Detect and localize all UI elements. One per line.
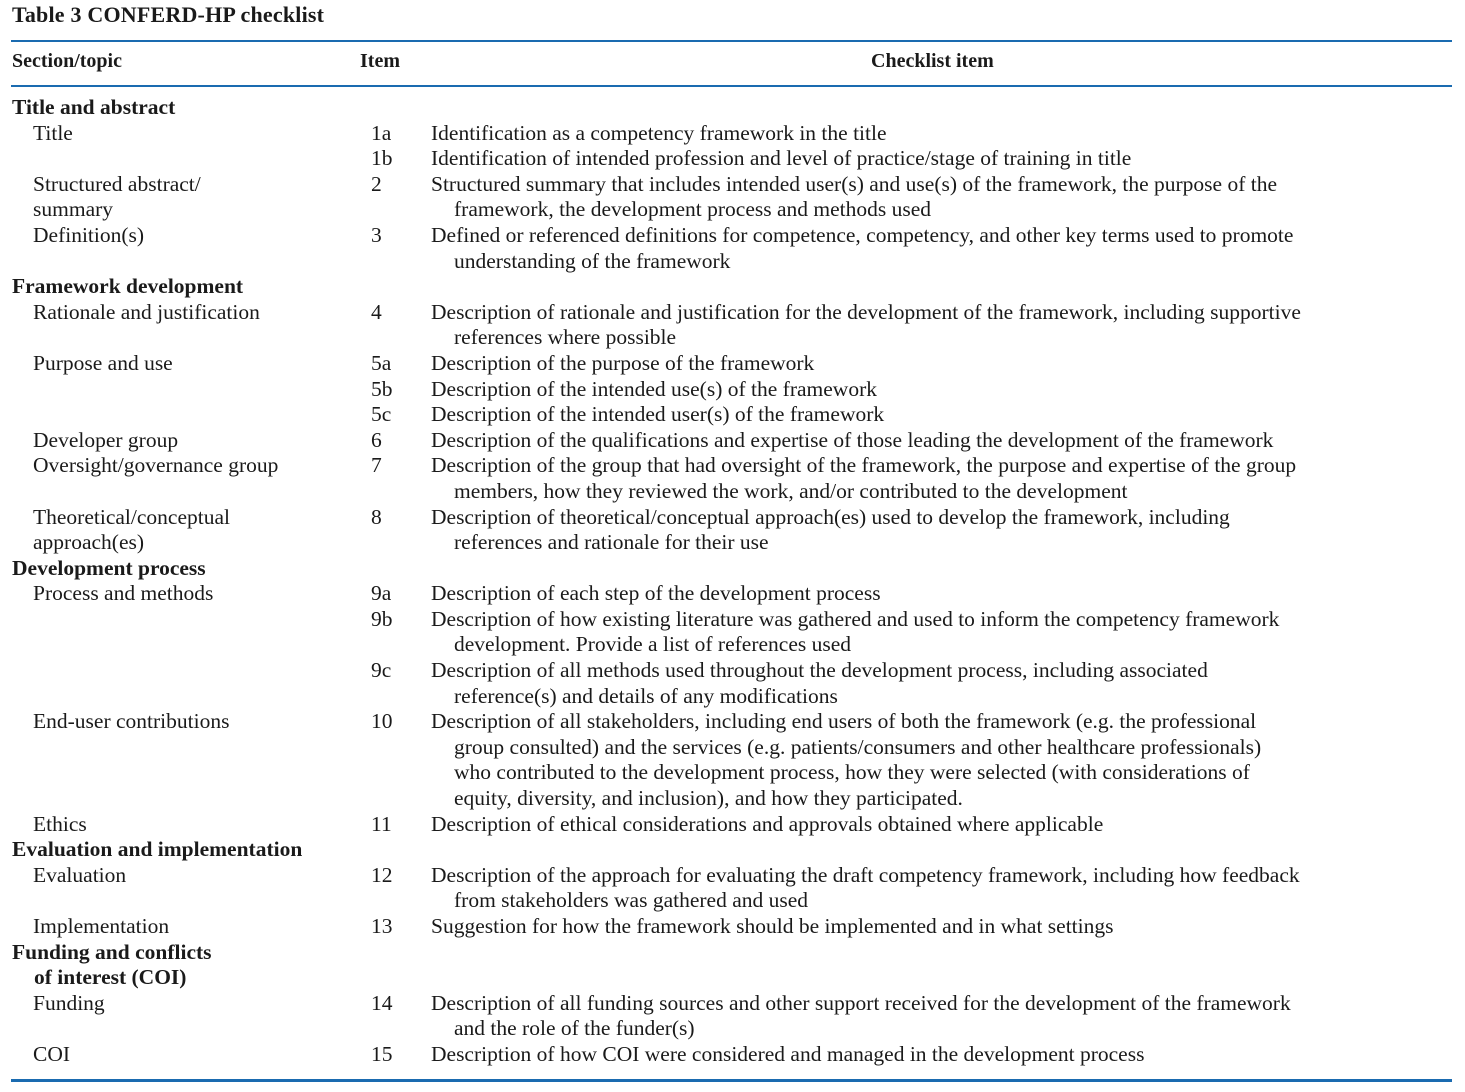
checklist-text-line <box>431 607 1279 633</box>
checklist-text-line <box>431 530 1230 556</box>
checklist-text-line <box>431 1042 1144 1068</box>
items-cell <box>358 1042 1465 1068</box>
checklist-text <box>431 453 1296 504</box>
checklist-item <box>358 300 1465 351</box>
topic-cell <box>0 914 358 940</box>
checklist-item <box>358 172 1465 223</box>
checklist-text-line <box>431 351 814 377</box>
items-cell <box>358 581 1465 709</box>
checklist-text-segment: Identification as a competency framework in the title <box>431 120 887 145</box>
checklist-text-line <box>431 735 1261 761</box>
checklist-text-segment: development. Provide a list of references used <box>454 632 852 657</box>
checklist-text-segment: members, how they reviewed the work, and/or contributed to the development <box>454 478 1128 503</box>
checklist-text-segment: Description of the purpose of the framework <box>431 350 815 375</box>
checklist-text-line <box>431 249 1293 275</box>
checklist-item <box>358 863 1465 914</box>
checklist-text-line <box>431 505 1230 531</box>
table-section <box>0 95 1465 274</box>
checklist-text-segment: Description of the approach for evaluating the draft competency framework, including how feedback <box>431 862 1300 887</box>
checklist-text <box>431 172 1277 223</box>
table-section <box>0 837 1465 939</box>
table-row <box>0 581 1465 709</box>
section-title <box>0 837 1465 863</box>
section-title <box>0 965 1465 991</box>
topic-text: Developer group <box>33 427 179 452</box>
table-row <box>0 223 1465 274</box>
table-section <box>0 940 1465 1068</box>
checklist-text-segment: Description of the intended use(s) of the framework <box>431 376 877 401</box>
topic-text: Rationale and justification <box>33 299 260 324</box>
table-row <box>0 991 1465 1042</box>
table-row <box>0 1042 1465 1068</box>
table-row <box>0 300 1465 351</box>
table-section <box>0 556 1465 838</box>
item-number: 11 <box>371 811 392 836</box>
checklist-item <box>358 812 1465 838</box>
topic-text: Oversight/governance group <box>33 453 279 478</box>
checklist-text-segment: Structured summary that includes intended user(s) and use(s) of the framework, the purpose of the <box>431 171 1278 196</box>
items-cell <box>358 812 1465 838</box>
topic-cell <box>0 172 358 223</box>
topic-text: COI <box>33 1041 71 1066</box>
items-cell <box>358 709 1465 811</box>
checklist-text-segment: equity, diversity, and inclusion), and how they participated. <box>454 786 963 811</box>
checklist-text-line <box>431 223 1293 249</box>
section-title <box>0 940 1465 966</box>
checklist-item <box>358 658 1465 709</box>
checklist-text-line <box>431 760 1261 786</box>
checklist-text-segment: references and rationale for their use <box>454 530 769 555</box>
checklist-item <box>358 146 1465 172</box>
checklist-text-segment: and the role of the funder(s) <box>454 1016 695 1041</box>
checklist-text-line <box>431 428 1273 454</box>
checklist-text-line <box>431 709 1261 735</box>
topic-cell <box>0 505 358 556</box>
checklist-text-segment: Identification of intended profession and level of practice/stage of training in title <box>431 146 1132 171</box>
checklist-item <box>358 377 1465 403</box>
topic-cell <box>0 991 358 1042</box>
checklist-text <box>431 300 1301 351</box>
checklist-text-segment: framework, the development process and methods used <box>454 197 932 222</box>
section-title-text: Evaluation and implementation <box>12 837 303 862</box>
checklist-text-line <box>431 684 1208 710</box>
item-number: 5b <box>371 376 393 401</box>
checklist-text-line <box>431 300 1301 326</box>
topic-cell <box>0 812 358 838</box>
checklist-text-line <box>431 786 1261 812</box>
items-cell <box>358 351 1465 428</box>
checklist-text-line <box>431 146 1131 172</box>
checklist-text-line <box>431 632 1279 658</box>
checklist-text <box>431 223 1293 274</box>
checklist-text-line <box>431 1016 1291 1042</box>
header-checklist-item: Checklist item <box>871 50 994 72</box>
item-number: 7 <box>371 453 382 478</box>
checklist-text <box>431 991 1291 1042</box>
topic-cell <box>0 300 358 351</box>
item-number: 9c <box>371 658 392 683</box>
table-row <box>0 709 1465 811</box>
table-row <box>0 121 1465 172</box>
checklist-text-line <box>431 914 1114 940</box>
checklist-item <box>358 453 1465 504</box>
item-number: 2 <box>371 171 382 196</box>
checklist-text-segment: Suggestion for how the framework should be implemented and in what settings <box>431 914 1114 938</box>
item-number: 4 <box>371 299 382 324</box>
checklist-text-segment: Description of theoretical/conceptual approach(es) used to develop the framework, including <box>431 504 1230 529</box>
section-title-text: of interest (COI) <box>34 965 187 990</box>
topic-text: Theoretical/conceptual <box>33 504 230 529</box>
checklist-text-line <box>431 991 1291 1017</box>
checklist-text-line <box>431 453 1296 479</box>
checklist-item <box>358 581 1465 607</box>
checklist-item <box>358 428 1465 454</box>
table-body <box>0 95 1465 1068</box>
section-title-text: Title and abstract <box>12 95 176 119</box>
top-rule <box>11 40 1452 42</box>
topic-cell <box>0 1042 358 1068</box>
checklist-text-segment: from stakeholders was gathered and used <box>454 888 809 913</box>
table-row <box>0 914 1465 940</box>
checklist-text-line <box>431 197 1277 223</box>
checklist-item <box>358 351 1465 377</box>
topic-text: summary <box>33 197 114 222</box>
item-number: 1a <box>371 120 392 145</box>
items-cell <box>358 121 1465 172</box>
section-title <box>0 556 1465 582</box>
table-section <box>0 274 1465 556</box>
checklist-text-line <box>431 863 1300 889</box>
item-number: 3 <box>371 222 382 247</box>
checklist-text-segment: group consulted) and the services (e.g. patients/consumers and other healthcare professionals) <box>454 734 1262 759</box>
checklist-text-line <box>431 479 1296 505</box>
checklist-text-line <box>431 812 1103 838</box>
topic-cell <box>0 581 358 709</box>
table-row <box>0 863 1465 914</box>
checklist-text-line <box>431 172 1277 198</box>
topic-cell <box>0 453 358 504</box>
checklist-text <box>431 146 1131 172</box>
checklist-text <box>431 402 884 428</box>
checklist-text <box>431 377 877 403</box>
checklist-text <box>431 709 1261 811</box>
checklist-text <box>431 1042 1144 1068</box>
table-row <box>0 505 1465 556</box>
table-row <box>0 428 1465 454</box>
topic-cell <box>0 121 358 172</box>
header-section-topic: Section/topic <box>12 50 122 72</box>
checklist-item <box>358 223 1465 274</box>
checklist-item <box>358 914 1465 940</box>
topic-cell <box>0 709 358 811</box>
checklist-text-segment: Description of the group that had oversight of the framework, the purpose and expertise of the group <box>431 453 1297 478</box>
checklist-item <box>358 121 1465 147</box>
topic-cell <box>0 351 358 428</box>
checklist-text <box>431 607 1279 658</box>
topic-text: Evaluation <box>33 862 127 887</box>
checklist-item <box>358 709 1465 811</box>
item-number: 15 <box>371 1041 393 1066</box>
checklist-item <box>358 402 1465 428</box>
checklist-text-segment: Description of each step of the development process <box>431 581 881 606</box>
item-number: 1b <box>371 146 393 171</box>
section-title <box>0 274 1465 300</box>
topic-text: Title <box>33 120 73 145</box>
checklist-text-line <box>431 121 887 147</box>
checklist-item <box>358 1042 1465 1068</box>
checklist-text <box>431 505 1230 556</box>
item-number: 9a <box>371 581 392 606</box>
header-rule <box>11 85 1452 87</box>
items-cell <box>358 863 1465 914</box>
item-number: 14 <box>371 990 393 1015</box>
section-title-text: Funding and conflicts <box>12 939 212 964</box>
items-cell <box>358 172 1465 223</box>
checklist-text-line <box>431 658 1208 684</box>
item-number: 5a <box>371 350 392 375</box>
checklist-text-segment: Description of how COI were considered and managed in the development process <box>431 1041 1145 1066</box>
checklist-text-segment: Description of all methods used throughout the development process, including associated <box>431 658 1208 683</box>
checklist-text-segment: Description of ethical considerations and approvals obtained where applicable <box>431 811 1104 836</box>
checklist-text-segment: Description of the intended user(s) of the framework <box>431 402 885 427</box>
table-row <box>0 351 1465 428</box>
checklist-text-line <box>431 377 877 403</box>
checklist-text <box>431 914 1114 940</box>
header-item: Item <box>360 50 400 72</box>
checklist-text-segment: Description of the qualifications and expertise of those leading the development of the framework <box>431 427 1274 452</box>
topic-cell <box>0 428 358 454</box>
checklist-text <box>431 428 1273 454</box>
checklist-text-segment: Defined or referenced definitions for competence, competency, and other key terms used to promote <box>431 222 1294 247</box>
item-number: 5c <box>371 402 392 427</box>
table-row <box>0 812 1465 838</box>
items-cell <box>358 453 1465 504</box>
table-caption: Table 3 CONFERD-HP checklist <box>12 2 325 27</box>
checklist-text <box>431 863 1300 914</box>
checklist-text-segment: references where possible <box>454 325 677 350</box>
topic-text: Implementation <box>33 914 170 938</box>
checklist-text <box>431 581 881 607</box>
table-row <box>0 453 1465 504</box>
items-cell <box>358 991 1465 1042</box>
topic-cell <box>0 223 358 274</box>
topic-text: Definition(s) <box>33 222 145 247</box>
bottom-rule <box>11 1079 1452 1082</box>
topic-text: Funding <box>33 990 105 1015</box>
item-number: 13 <box>371 914 393 938</box>
checklist-text-segment: reference(s) and details of any modifications <box>454 683 838 708</box>
checklist-text-segment: who contributed to the development process, how they were selected (with considerations of <box>454 760 1250 785</box>
checklist-text <box>431 121 887 147</box>
section-title-text: Development process <box>12 555 206 580</box>
checklist-item <box>358 991 1465 1042</box>
topic-text: Structured abstract/ <box>33 171 201 196</box>
topic-text: Purpose and use <box>33 350 173 375</box>
checklist-text-segment: Description of all stakeholders, including end users of both the framework (e.g. the professional <box>431 709 1257 734</box>
topic-text: approach(es) <box>33 530 145 555</box>
checklist-text-line <box>431 581 881 607</box>
topic-text: End-user contributions <box>33 709 230 734</box>
topic-text: Ethics <box>33 811 87 836</box>
checklist-text-segment: Description of rationale and justification for the development of the framework, including supportive <box>431 299 1301 324</box>
checklist-text <box>431 812 1103 838</box>
checklist-text-segment: understanding of the framework <box>454 248 731 273</box>
topic-cell <box>0 863 358 914</box>
checklist-text-line <box>431 402 884 428</box>
checklist-text-line <box>431 325 1301 351</box>
items-cell <box>358 428 1465 454</box>
section-title <box>0 95 1465 121</box>
topic-text: Process and methods <box>33 581 214 606</box>
items-cell <box>358 505 1465 556</box>
table-row <box>0 172 1465 223</box>
section-title-text: Framework development <box>12 274 244 299</box>
checklist-text <box>431 658 1208 709</box>
items-cell <box>358 914 1465 940</box>
checklist-text-line <box>431 888 1300 914</box>
checklist-text-segment: Description of all funding sources and other support received for the development of the framework <box>431 990 1291 1015</box>
item-number: 10 <box>371 709 393 734</box>
checklist-item <box>358 505 1465 556</box>
item-number: 9b <box>371 606 393 631</box>
checklist-text-segment: Description of how existing literature was gathered and used to inform the competency framework <box>431 606 1280 631</box>
items-cell <box>358 300 1465 351</box>
item-number: 8 <box>371 504 382 529</box>
items-cell <box>358 223 1465 274</box>
item-number: 6 <box>371 427 382 452</box>
checklist-text <box>431 351 814 377</box>
item-number: 12 <box>371 862 393 887</box>
checklist-item <box>358 607 1465 658</box>
